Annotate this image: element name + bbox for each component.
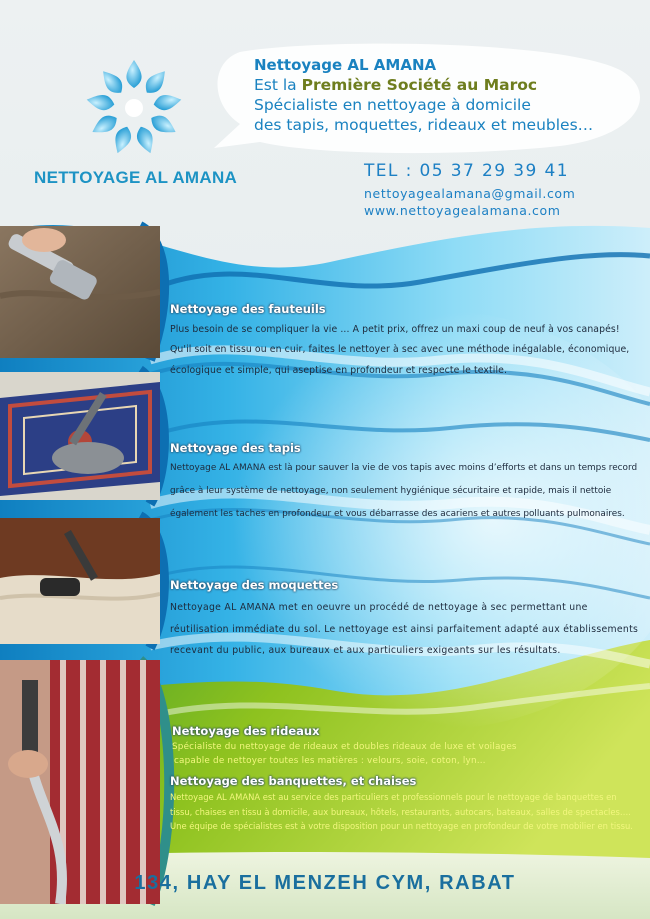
section-fauteuils <box>170 302 640 381</box>
section-fauteuils-text: Plus besoin de se compliquer la vie ... A petit prix, offrez un maxi coup de neuf à vos canapés! Qu'il soit en tissu ou en cuir, faites le nettoyer à sec avec une méthode inégalable, économique, écologique et simple, qui aseptise en profondeur et respecte le textile. <box>170 324 630 376</box>
section-tapis-text: Nettoyage AL AMANA est là pour sauver la vie de vos tapis avec moins d’efforts et dans un temps record grâce à leur système de nettoyage, non seulement hygiénique sécuritaire et rapide, mais il nettoie également les taches en profondeur et vous débarrasse des acariens et autres polluants pulmonaires. <box>170 463 638 519</box>
footer-address: 134, HAY EL MENZEH CYM, RABAT <box>134 872 516 894</box>
section-tapis-title: Nettoyage des tapis <box>170 441 301 455</box>
section-moquettes-title: Nettoyage des moquettes <box>170 578 339 592</box>
section-moquettes-text: Nettoyage AL AMANA met en oeuvre un procédé de nettoyage à sec permettant une réutilisation immédiate du sol. Le nettoyage est ainsi parfaitement adapté aux établissements recevant du public, aux bureaux et aux particuliers exigeants sur les résultats. <box>170 602 639 656</box>
intro-services: des tapis, moquettes, rideaux et meubles… <box>254 116 594 134</box>
section-rideaux-line1: Spécialiste du nettoyage de rideaux et doubles rideaux de luxe et voilages <box>172 742 517 752</box>
intro-tagline-highlight: Première Société au Maroc <box>301 76 538 94</box>
section-rideaux-line2: capable de nettoyer toutes les matières : velours, soie, coton, lyn… <box>174 755 486 766</box>
intro-tagline-prefix: Est la <box>254 76 302 94</box>
water-drop-flower-logo <box>82 56 186 160</box>
rug-cleaning-photo <box>0 372 160 500</box>
contact-block <box>364 160 644 219</box>
sofa-cleaning-photo <box>0 226 160 358</box>
intro-company: Nettoyage AL AMANA <box>254 56 437 74</box>
section-fauteuils-title: Nettoyage des fauteuils <box>170 302 326 316</box>
intro-block <box>254 55 644 135</box>
section-banquettes <box>170 774 640 834</box>
carpet-cleaning-photo <box>0 518 160 644</box>
brand-name: NETTOYAGE AL AMANA <box>34 168 238 187</box>
section-moquettes <box>170 578 640 662</box>
section-banquettes-title: Nettoyage des banquettes, et chaises <box>170 774 417 788</box>
section-tapis <box>170 441 640 526</box>
section-banquettes-text: Nettoyage AL AMANA est au service des particuliers et professionnels pour le nettoyage de banquettes en tissu, chaises en tissu à domicile, aux bureaux, hôtels, restaurants, autocars, bateaux, salles de spectacles…. Une équipe de spécialistes est à votre disposition pour un nettoyage en profondeur de votre mobilier en tissu. <box>170 792 633 832</box>
phone-number[interactable]: TEL : 05 37 29 39 41 <box>364 161 569 181</box>
curtain-cleaning-photo <box>0 660 160 904</box>
section-rideaux-title: Nettoyage des rideaux <box>172 724 320 738</box>
email-address[interactable]: nettoyagealamana@gmail.com <box>364 186 576 201</box>
intro-tagline <box>254 75 644 95</box>
section-rideaux <box>172 724 642 768</box>
intro-specialty: Spécialiste en nettoyage à domicile <box>254 96 531 114</box>
website-link[interactable]: www.nettoyagealamana.com <box>364 203 561 218</box>
